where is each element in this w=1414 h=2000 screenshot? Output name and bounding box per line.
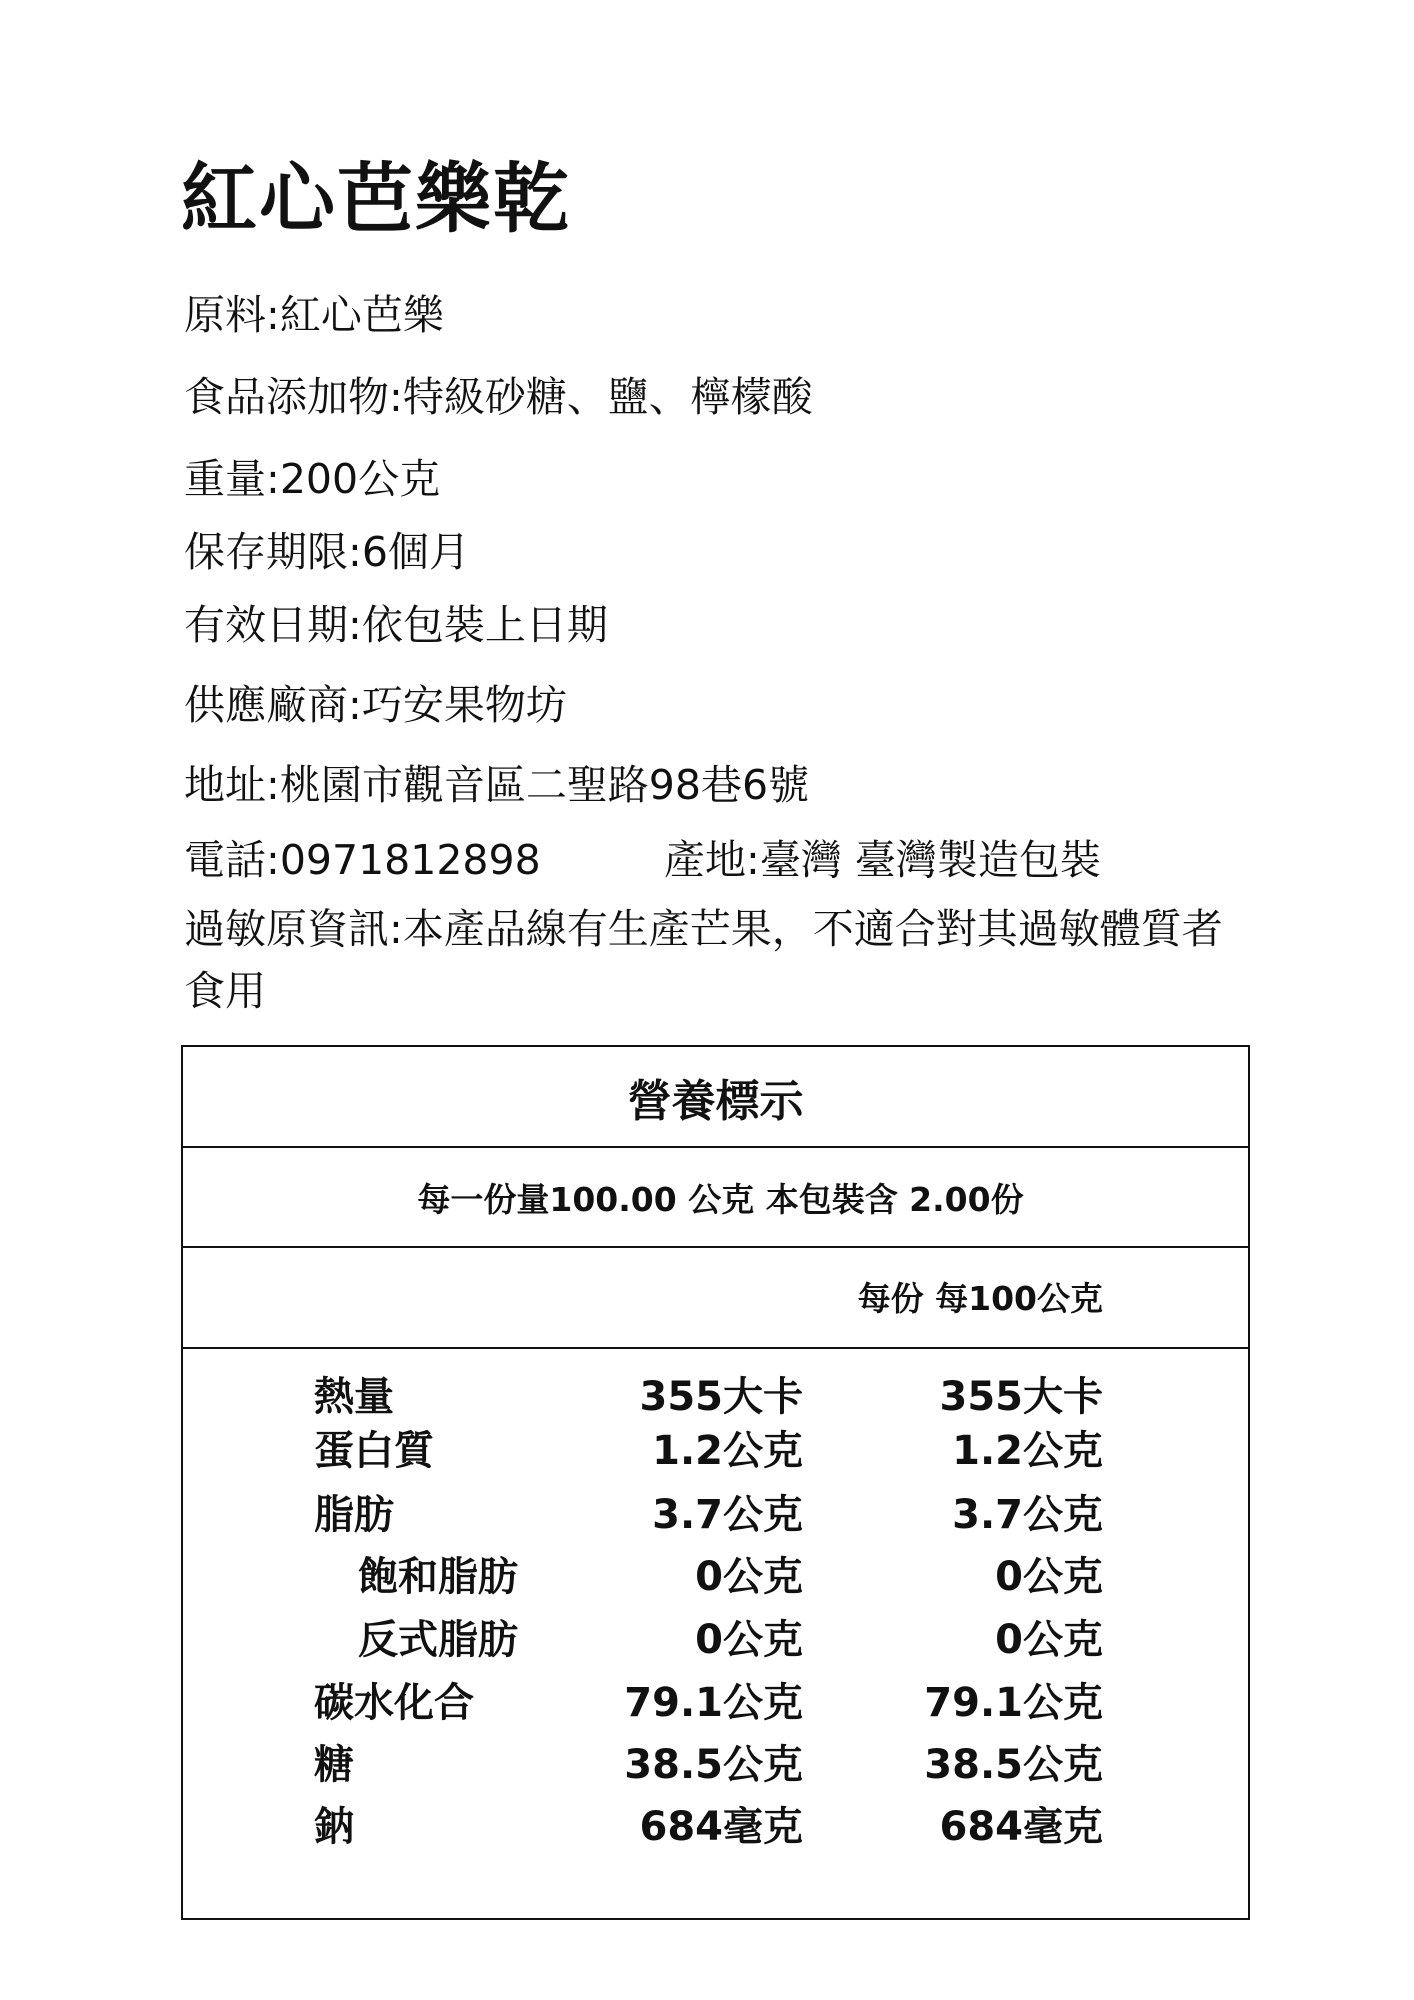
- allergen-line: 過敏原資訊:本產品線有生產芒果，不適合對其過敏體質者食用: [184, 905, 1223, 1015]
- nutrient-name: 熱量: [314, 1374, 394, 1420]
- serving-info: 每一份量100.00 公克 本包裝含 2.00份: [183, 1148, 1248, 1248]
- per-100g-value: 3.7公克: [952, 1492, 1103, 1538]
- nutrient-name: 反式脂肪: [358, 1617, 518, 1663]
- origin-text: 產地:臺灣 臺灣製造包裝: [664, 836, 1101, 884]
- nutrient-name: 飽和脂肪: [358, 1554, 518, 1600]
- nutrient-name: 脂肪: [314, 1492, 394, 1538]
- nutrient-row: [183, 1483, 1248, 1545]
- nutrient-name: 鈉: [314, 1804, 354, 1850]
- supplier-line: 供應廠商:巧安果物坊: [184, 681, 567, 729]
- nutrient-row: [183, 1545, 1248, 1607]
- per-serving-value: 1.2公克: [652, 1428, 803, 1474]
- contact-line: [184, 836, 1101, 884]
- nutrient-row: [183, 1419, 1248, 1481]
- per-100g-value: 355大卡: [939, 1374, 1103, 1420]
- nutrition-title: 營養標示: [183, 1047, 1248, 1148]
- nutrient-row: [183, 1733, 1248, 1795]
- nutrient-name: 碳水化合: [314, 1680, 474, 1726]
- per-100g-value: 0公克: [995, 1617, 1103, 1663]
- nutrient-row: [183, 1671, 1248, 1733]
- product-title: 紅心芭樂乾: [181, 154, 571, 243]
- per-serving-value: 355大卡: [639, 1374, 803, 1420]
- per-100g-value: 1.2公克: [952, 1428, 1103, 1474]
- weight-line: 重量:200公克: [184, 455, 441, 503]
- column-header: [183, 1248, 1248, 1349]
- column-header-text: 每份 每100公克: [857, 1279, 1103, 1318]
- per-100g-value: 79.1公克: [924, 1680, 1103, 1726]
- per-serving-value: 79.1公克: [624, 1680, 803, 1726]
- nutrient-row: [183, 1608, 1248, 1670]
- additives-line: 食品添加物:特級砂糖、鹽、檸檬酸: [184, 373, 813, 421]
- per-serving-value: 684毫克: [639, 1804, 803, 1850]
- address-line: 地址:桃園市觀音區二聖路98巷6號: [184, 761, 810, 809]
- nutrient-name: 糖: [314, 1742, 354, 1788]
- shelf-life-line: 保存期限:6個月: [184, 528, 470, 576]
- nutrient-row: [183, 1365, 1248, 1427]
- per-serving-value: 3.7公克: [652, 1492, 803, 1538]
- nutrient-row: [183, 1795, 1248, 1857]
- ingredients-line: 原料:紅心芭樂: [184, 291, 444, 339]
- phone-text: 電話:0971812898: [184, 836, 541, 884]
- expiry-line: 有效日期:依包裝上日期: [184, 601, 608, 649]
- per-serving-value: 0公克: [695, 1554, 803, 1600]
- per-serving-value: 38.5公克: [624, 1742, 803, 1788]
- nutrition-facts-panel: [181, 1045, 1250, 1920]
- per-100g-value: 0公克: [995, 1554, 1103, 1600]
- per-serving-value: 0公克: [695, 1617, 803, 1663]
- per-100g-value: 684毫克: [939, 1804, 1103, 1850]
- per-100g-value: 38.5公克: [924, 1742, 1103, 1788]
- nutrient-name: 蛋白質: [314, 1428, 434, 1474]
